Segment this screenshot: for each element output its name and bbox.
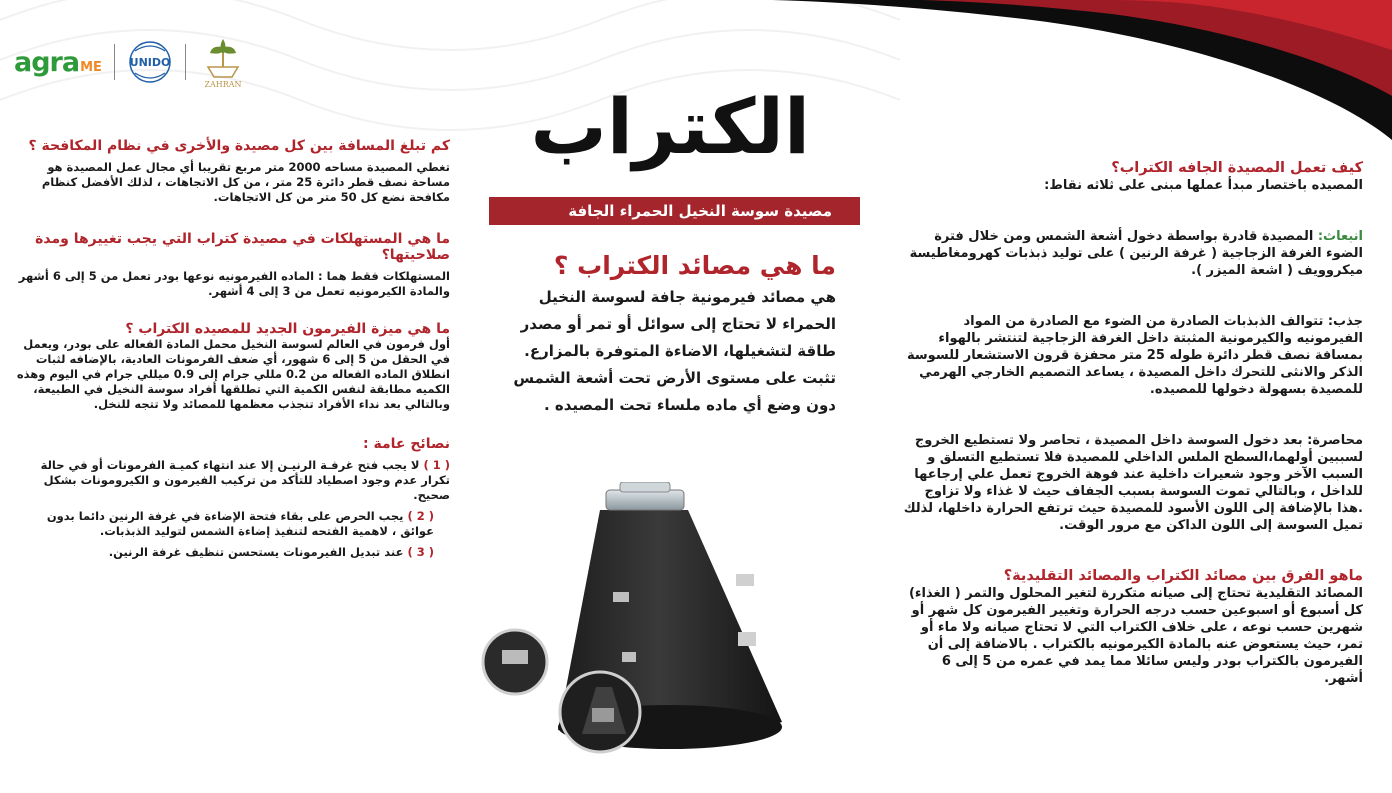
logo-divider [114,44,115,80]
middle-body [480,284,836,419]
subtitle-banner: مصيدة سوسة النخيل الحمراء الجافة [489,197,860,225]
left-heading-consumables: ما هي المستهلكات في مصيدة كتراب التي يجب تغييرها ومدة صلاحيتها؟ [35,231,450,263]
page-title: الكتراب [530,82,810,171]
middle-line: تثبت على مستوى الأرض تحت أشعة الشمس [513,369,836,387]
svg-text:ZAHRAN: ZAHRAN [204,80,242,89]
middle-heading: ما هي مصائد الكتراب ؟ [553,251,836,280]
trapping-paragraph: محاصرة: بعد دخول السوسة داخل المصيدة ، تحاصر ولا تستطيع الخروج لسببين أولهما،السطح الملس الداخلي للمصيدة فلا تستطيع التسلق و السبب الآخر وجود شعيرات داخلية عند فوهة الخروج تعمل علي إرجاعها للداخل ، وبالتالي تموت السوسة بسبب الجفاف حيث لا غذاء ولا تزاوج .هذا بالإضافة إلى اللون الأسود للمصيدة حيث ترتفع الحرارة داخلها، لذلك تميل السوسة إلى اللون الداكن مع مرور الوقت. [903,433,1363,533]
middle-line: الحمراء لا تحتاج إلى سوائل أو تمر أو مصدر [520,315,836,333]
left-heading-distance: كم تبلغ المسافة بين كل مصيدة والأخرى في نظام المكافحة ؟ [28,138,450,154]
zahran-logo [198,33,248,91]
tip-item: ( 1 ) لا يجب فتح غرفـة الرنيـن إلا عند انتهاء كميـة الفرمونات أو في حالة تكرار عدم وجود اصطياد للتأكد من تركيب الفيرمون و الكيرومونات بشكل صحيح. [40,458,450,502]
distance-paragraph: تغطي المصيدة مساحه 2000 متر مربع تقريبا أي مجال عمل المصيدة هو مساحة نصف قطر دائرة 25 متر ، من كل الاتجاهات ، لذلك الأفضل كنظام مكافحة نضع كل 50 متر من كل الاتجاهات. [41,160,450,204]
emission-paragraph [903,228,1363,279]
right-heading-difference: ماهو الفرق بين مصائد الكتراب والمصائد التقليدية؟ [1003,568,1363,584]
middle-line: طاقة لتشغيلها، الاضاءة المتوفرة بالمزارع. [524,342,836,360]
emission-text: المصيدة قادرة بواسطة دخول أشعة الشمس ومن خلال فترة الضوء الغرفة الزجاجية ( غرفة الرنين ) على توليد ذبذبات كهرومغاطيسة ميكروويف ( اشعة الميزر ). [909,229,1363,278]
svg-text:UNIDO: UNIDO [129,56,171,69]
header-swoosh [772,0,1392,140]
tips-heading: نصائح عامة : [363,436,450,452]
attraction-paragraph: جذب: تتوالف الذبذبات الصادرة من الضوء مع الصادرة من المواد الفيرمونيه والكيرمونية المثبتة داخل الغرفة الزجاجية لتنتشر بالهواء بمسافة نصف قطر دائرة طوله 25 متر محفزة قرون الاستشعار للسوسة الذكر والانثى للتحرك داخل المصيدة ، يساعد التصميم الخارجي الهرمي للمصيدة بسهولة دخولها للمصيده. [907,314,1363,397]
emission-label: انبعاث: [1317,229,1363,244]
left-column [16,138,450,566]
logo-strip [14,32,248,92]
unido-logo [127,39,173,85]
agra-logo: agraME [14,46,102,78]
trap-illustration [480,482,800,782]
tip-item: ( 2 ) يجب الحرص على بقاء فتحة الإضاءة في غرفة الرنين دائما بدون عوائق ، لاهمية الفتحه لتنفيذ إضاءة الشمس لتوليد الذبذبات. [46,509,434,538]
right-column [903,160,1363,687]
logo-divider [185,44,186,80]
right-intro: المصيده باختصار مبدأ عملها مبنى على ثلاثه نقاط: [1044,178,1363,193]
tip-item: ( 3 ) عند تبديل الفيرمونات يستحسن تنظيف غرفة الرنين. [108,545,434,559]
middle-line: هي مصائد فيرمونية جافة لسوسة النخيل [538,288,836,306]
left-heading-pheromone: ما هي ميزة الفيرمون الجديد للمصيده الكتراب ؟ [125,321,450,337]
right-heading-how: كيف تعمل المصيدة الجافه الكتراب؟ [1111,160,1363,176]
middle-line: دون وضع أي ماده ملساء تحت المصيده . [543,396,836,414]
difference-paragraph: المصائد التقليدية تحتاج إلى صيانه متكررة لتغير المحلول والتمر ( الغذاء) كل أسبوع أو اسبوعين حسب درجه الحرارة وتغيير الفيرمون كل شهر أو شهرين حسب نوعه ، على خلاف الكتراب التي لا تحتاج صيانه ولا ماء أو تمر، حيث يستعوض عنه بالمادة الكيرمونيه بالكتراب . بالاضافة إلى أن الفيرمون بالكتراب بودر وليس سائلا مما يمد في عمره من 5 إلى 6 أشهر. [908,586,1363,686]
pheromone-paragraph: أول فرمون في العالم لسوسة النخيل محمل المادة الفعاله على بودر، ويعمل في الحقل من 5 إلى 6 شهور، أي ضعف الفرمونات العادية، بالإضافه لثبات انطلاق الماده الفعاله من 0.2 مللي جرام إلى 0.9 ميللي جرام في اليوم وهذه الكميه مطابقة لنفس الكمية التي تطلقها أفراد سوسة النخيل في الطبيعة، وبالتالي بعد نداء الأفراد تنجذب معظمها للمصائد ولا تتجه للنخل. [16,337,450,411]
consumables-paragraph: المستهلكات فقط هما : الماده الفيرمونيه نوعها بودر تعمل من 5 إلى 6 أشهر والمادة الكيرمونيه تعمل من 3 إلى 4 أشهر. [18,269,450,298]
